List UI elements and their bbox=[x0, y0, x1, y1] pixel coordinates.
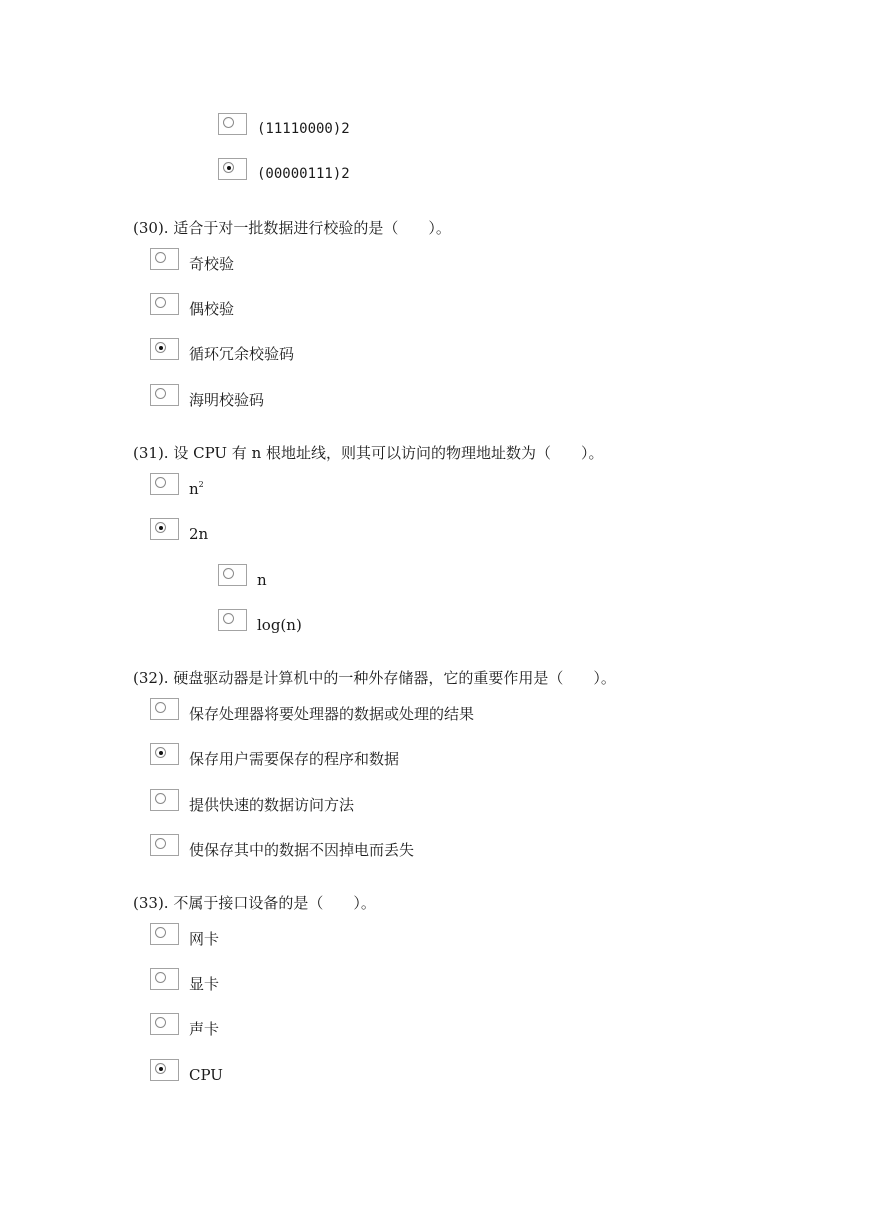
radio-circle-icon bbox=[223, 568, 234, 579]
radio-button[interactable] bbox=[150, 518, 179, 540]
radio-selected-icon bbox=[155, 342, 166, 353]
option-label: n bbox=[257, 571, 267, 589]
option-q32-d[interactable] bbox=[150, 834, 414, 862]
radio-button[interactable] bbox=[218, 609, 247, 631]
option-q30-c[interactable] bbox=[150, 338, 294, 366]
option-label: 提供快速的数据访问方法 bbox=[189, 796, 355, 814]
question-33-text: (33). 不属于接口设备的是（ ）。 bbox=[133, 894, 376, 912]
radio-button[interactable] bbox=[150, 248, 179, 270]
option-q31-b[interactable] bbox=[150, 518, 208, 546]
option-label: 2n bbox=[189, 525, 209, 543]
option-q31-d[interactable] bbox=[218, 609, 302, 637]
radio-button[interactable] bbox=[218, 158, 247, 180]
option-q32-a[interactable] bbox=[150, 698, 474, 726]
option-q30-d[interactable] bbox=[150, 384, 264, 412]
radio-selected-icon bbox=[223, 162, 234, 173]
radio-button[interactable] bbox=[218, 564, 247, 586]
option-q31-c[interactable] bbox=[218, 564, 267, 592]
radio-button[interactable] bbox=[150, 293, 179, 315]
radio-button[interactable] bbox=[150, 743, 179, 765]
question-30-text: (30). 适合于对一批数据进行校验的是（ ）。 bbox=[133, 219, 451, 237]
radio-button[interactable] bbox=[150, 968, 179, 990]
option-label: 声卡 bbox=[189, 1020, 220, 1038]
radio-button[interactable] bbox=[150, 1013, 179, 1035]
radio-circle-icon bbox=[223, 117, 234, 128]
radio-button[interactable] bbox=[150, 384, 179, 406]
question-31-text: (31). 设 CPU 有 n 根地址线，则其可以访问的物理地址数为（ ）。 bbox=[133, 444, 604, 462]
option-superscript: 2 bbox=[198, 480, 204, 489]
option-label: (00000111)2 bbox=[257, 166, 350, 182]
radio-button[interactable] bbox=[150, 923, 179, 945]
option-q33-a[interactable] bbox=[150, 923, 219, 951]
radio-circle-icon bbox=[155, 972, 166, 983]
option-q32-b[interactable] bbox=[150, 743, 399, 771]
option-prev-2[interactable] bbox=[218, 158, 350, 186]
radio-button[interactable] bbox=[150, 834, 179, 856]
option-q30-a[interactable] bbox=[150, 248, 234, 276]
radio-circle-icon bbox=[155, 297, 166, 308]
radio-button[interactable] bbox=[150, 338, 179, 360]
radio-circle-icon bbox=[155, 838, 166, 849]
radio-button[interactable] bbox=[150, 1059, 179, 1081]
option-label: 显卡 bbox=[189, 975, 220, 993]
question-32-text: (32). 硬盘驱动器是计算机中的一种外存储器，它的重要作用是（ ）。 bbox=[133, 669, 616, 687]
radio-circle-icon bbox=[155, 252, 166, 263]
radio-circle-icon bbox=[223, 613, 234, 624]
radio-circle-icon bbox=[155, 1017, 166, 1028]
option-label: 保存用户需要保存的程序和数据 bbox=[189, 750, 400, 768]
option-label bbox=[189, 479, 204, 499]
option-label: CPU bbox=[189, 1066, 223, 1084]
option-q33-c[interactable] bbox=[150, 1013, 219, 1041]
option-q32-c[interactable] bbox=[150, 789, 354, 817]
option-label: 保存处理器将要处理器的数据或处理的结果 bbox=[189, 705, 475, 723]
option-q33-b[interactable] bbox=[150, 968, 219, 996]
radio-circle-icon bbox=[155, 702, 166, 713]
radio-circle-icon bbox=[155, 388, 166, 399]
option-label: 网卡 bbox=[189, 930, 220, 948]
radio-button[interactable] bbox=[150, 473, 179, 495]
option-label: 海明校验码 bbox=[189, 391, 265, 409]
option-label: (11110000)2 bbox=[257, 121, 350, 137]
radio-button[interactable] bbox=[150, 698, 179, 720]
radio-selected-icon bbox=[155, 522, 166, 533]
option-q31-a[interactable] bbox=[150, 473, 204, 501]
option-label: 偶校验 bbox=[189, 300, 235, 318]
option-label: log(n) bbox=[257, 616, 302, 634]
radio-selected-icon bbox=[155, 1063, 166, 1074]
option-label: 奇校验 bbox=[189, 255, 235, 273]
option-base: n bbox=[189, 480, 199, 498]
radio-selected-icon bbox=[155, 747, 166, 758]
radio-circle-icon bbox=[155, 477, 166, 488]
option-prev-1[interactable] bbox=[218, 113, 350, 141]
radio-circle-icon bbox=[155, 927, 166, 938]
option-q33-d[interactable] bbox=[150, 1059, 223, 1087]
radio-button[interactable] bbox=[150, 789, 179, 811]
option-label: 使保存其中的数据不因掉电而丢失 bbox=[189, 841, 415, 859]
radio-button[interactable] bbox=[218, 113, 247, 135]
option-label: 循环冗余校验码 bbox=[189, 345, 295, 363]
radio-circle-icon bbox=[155, 793, 166, 804]
option-q30-b[interactable] bbox=[150, 293, 234, 321]
